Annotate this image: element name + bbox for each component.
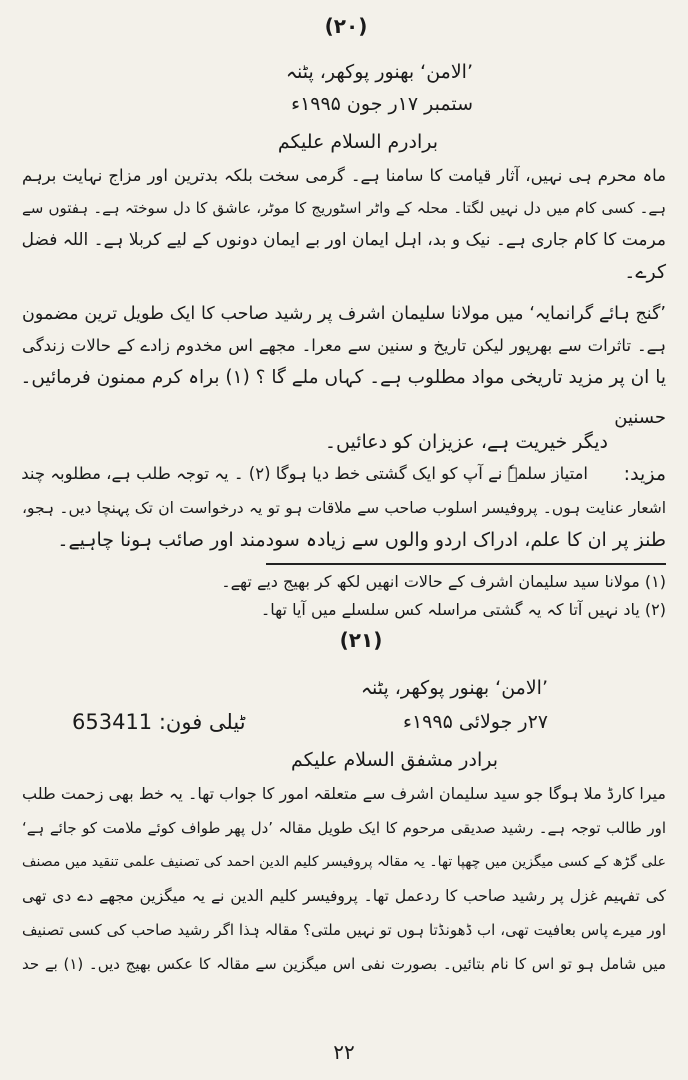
body-line: ماہ محرم ہی نہیں، آثار قیامت کا سامنا ہے۔ گرمی سخت بلکہ بدترین اور مزاج نہایت برہم (22, 166, 666, 185)
body-line: کی تفہیم غزل پر رشید صاحب کا ردعمل تھا۔ پروفیسر کلیم الدین نے یہ میگزین مجھے دے دی تھی (22, 887, 666, 905)
postscript-label: مزید: (623, 463, 666, 485)
letter-number: (۲۱) (339, 628, 383, 652)
body-line: ہے۔ کسی کام میں دل نہیں لگتا۔ محلہ کے واٹر اسٹوریج کا موٹر، عاشق کا دل سوختہ ہے۔ ہفتوں سے (22, 199, 666, 217)
body-line: اور میرے پاس بعافیت تھی، اب ڈھونڈتا ہوں تو نہیں ملتی؟ مقالہ ہٰذا اگر رشید صاحب کی کسی تصنیف (22, 921, 666, 939)
body-line: کرے۔ (624, 261, 666, 283)
body-line: اور طالب توجہ ہے۔ رشید صدیقی مرحوم کا ایک طویل مقالہ ’دل پھر طواف کوئے ملامت کو جائے ہے‘ (22, 819, 666, 837)
phone-number: ٹیلی فون: 653411 (72, 710, 246, 734)
body-line: میں شامل ہو تو اس کا نام بتائیں۔ بصورت نفی اس میگزین سے مقالہ کا عکس بھیج دیں۔ (۱) بے حد (22, 955, 666, 973)
body-line: مرمت کا کام جاری ہے۔ نیک و بد، اہل ایمان اور بے ایمان دونوں کے لیے کربلا ہے۔ اللہ فضل (21, 230, 666, 250)
signature: حسنین (614, 407, 666, 428)
body-line: ’گنج ہائے گرانمایہ‘ میں مولانا سلیمان اشرف پر رشید صاحب کا ایک طویل ترین مضمون (22, 304, 666, 324)
page-number: ۲۲ (333, 1040, 355, 1064)
letter-salutation: برادر مشفق السلام علیکم (290, 749, 498, 771)
body-line: میرا کارڈ ملا ہوگا جو سید سلیمان اشرف سے متعلقہ امور کا جواب تھا۔ یہ خط بھی زحمت طلب (22, 784, 666, 803)
body-line: یا ان پر مزید تاریخی مواد مطلوب ہے۔ کہاں ملے گا ؟ (۱) براہ کرم ممنون فرمائیں۔ (20, 367, 666, 388)
footnote: (۲) یاد نہیں آتا کہ یہ گشتی مراسلہ کس سلسلے میں آیا تھا۔ (260, 600, 666, 619)
letter-number: (۲۰) (324, 14, 368, 38)
footnote-rule (266, 563, 666, 565)
letter-address: ’الامن‘ بھنور پوکھر، پٹنہ (285, 61, 473, 83)
postscript-line: امتیاز سلمہٗ نے آپ کو ایک گشتی خط دیا ہوگا (۲) ۔ یہ توجہ طلب ہے، مطلوبہ چند (21, 464, 588, 483)
postscript-line: طنز پر ان کا علم، ادراک اردو والوں سے زیادہ سودمند اور صائب ہونا چاہیے۔ (57, 529, 666, 551)
letter-date: ستمبر ۱۷ر جون ۱۹۹۵ء (291, 93, 473, 115)
letter-address: ’الامن‘ بھنور پوکھر، پٹنہ (360, 677, 548, 699)
letter-date: ۲۷ر جولائی ۱۹۹۵ء (403, 711, 548, 733)
footnote: (۱) مولانا سید سلیمان اشرف کے حالات انھیں لکھ کر بھیج دیے تھے۔ (221, 572, 666, 591)
body-line: دیگر خیریت ہے، عزیزان کو دعائیں۔ (324, 431, 608, 453)
letter-salutation: برادرم السلام علیکم (277, 131, 438, 153)
postscript-line: اشعار عنایت ہوں۔ پروفیسر اسلوب صاحب سے ملاقات ہو تو یہ درخواست ان تک پہنچا دیں۔ ہجو، (22, 499, 666, 517)
body-line: علی گڑھ کے کسی میگزین میں چھپا تھا۔ یہ مقالہ پروفیسر کلیم الدین احمد کی تصنیف علمی تنقید میں مصنف (22, 854, 666, 870)
body-line: ہے۔ تاثرات سے بھرپور لیکن تاریخ و سنین سے معرا۔ مجھے اس مخدوم زادے کے حالات زندگی (22, 336, 666, 355)
